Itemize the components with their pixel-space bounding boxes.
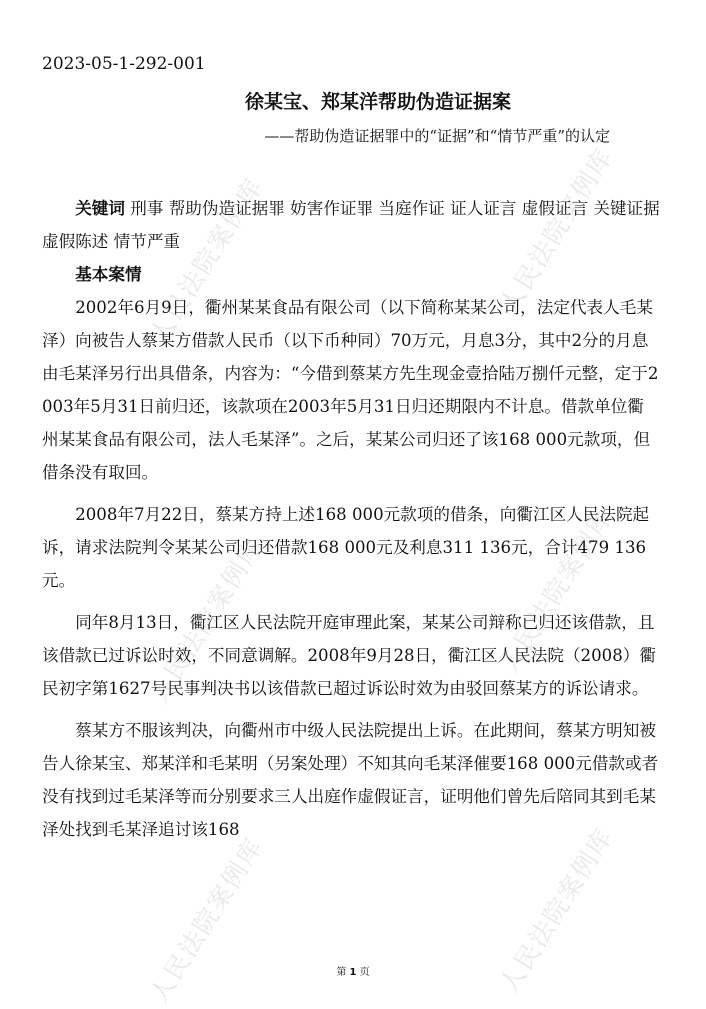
keywords-line	[42, 192, 660, 258]
watermark-6: 人民法院案例库	[494, 822, 619, 999]
watermark-4: 人民法院案例库	[494, 502, 619, 679]
footer-prefix: 第	[336, 967, 347, 978]
document-title: 徐某宝、郑某洋帮助伪造证据案	[244, 91, 511, 113]
watermark-2: 人民法院案例库	[494, 142, 619, 319]
page-number: 1	[349, 967, 357, 978]
document-id: 2023-05-1-292-001	[42, 54, 206, 74]
keywords-label: 关键词	[75, 199, 125, 218]
paragraph-4: 蔡某方不服该判决，向衢州市中级人民法院提出上诉。在此期间，蔡某方明知被告人徐某宝、郑某洋和毛某明（另案处理）不知其向毛某泽催要168 000元借款或者没有找到过毛某泽等而分别要求三人出庭作虚假证言，证明他们曾先后陪同其到毛某泽处找到毛某泽追讨该168	[42, 721, 659, 839]
paragraph-2: 2008年7月22日，蔡某方持上述168 000元款项的借条，向衢江区人民法院起诉，请求法院判令某某公司归还借款168 000元及利息311 136元，合计479 136元。	[42, 505, 650, 590]
paragraph-1: 2002年6月9日，衢州某某食品有限公司（以下简称某某公司，法定代表人毛某泽）向被告人蔡某方借款人民币（以下币种同）70万元，月息3分，其中2分的月息由毛某泽另行出具借条，内容为：“今借到蔡某方先生现金壹拾陆万捌仟元整，定于2003年5月31日前归还，该款项在2003年5月31日归还期限内不计息。借款单位衢州某某食品有限公司，法人毛某泽”。之后，某某公司归还了该168 000元款项，但借条没有取回。	[42, 298, 659, 482]
document-subtitle: ——帮助伪造证据罪中的“证据”和“情节严重”的认定	[264, 127, 610, 145]
watermark-3: 人民法院案例库	[144, 532, 269, 709]
paragraph-3: 同年8月13日，衢江区人民法院开庭审理此案，某某公司辩称已归还该借款，且该借款已过诉讼时效，不同意调解。2008年9月28日，衢江区人民法院（2008）衢民初字第1627号民事判决书以该借款已超过诉讼时效为由驳回蔡某方的诉讼请求。	[42, 613, 656, 698]
keywords-text: 刑事 帮助伪造证据罪 妨害作证罪 当庭作证 证人证言 虚假证言 关键证据 虚假陈述 情节严重	[42, 199, 660, 251]
page-footer	[0, 966, 706, 980]
watermark-5: 人民法院案例库	[144, 832, 269, 1009]
footer-suffix: 页	[359, 967, 370, 978]
document-body	[42, 192, 660, 846]
section-heading: 基本案情	[75, 265, 142, 284]
watermark-1: 人民法院案例库	[144, 172, 269, 349]
